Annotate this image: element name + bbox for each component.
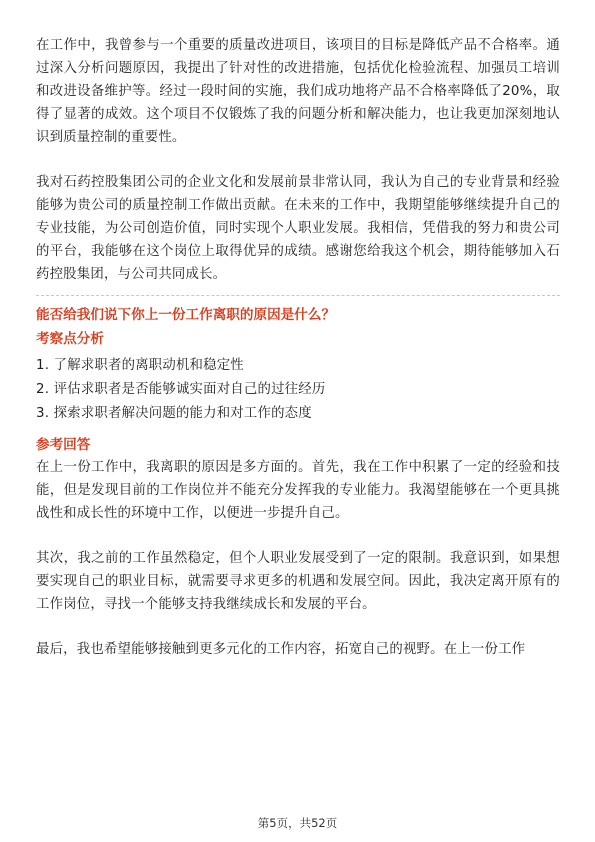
answer-paragraph: 其次，我之前的工作虽然稳定，但个人职业发展受到了一定的限制。我意识到，如果想要实现自己的职业目标，就需要寻求更多的机遇和发展空间。因此，我决定离开原有的工作岗位，寻找一个能够支持我继续成长和发展的平台。 [36,551,560,612]
answer-paragraph: 最后，我也希望能够接触到更多元化的工作内容，拓宽自己的视野。在上一份工作 [36,642,526,657]
list-item: 1. 了解求职者的离职动机和稳定性 [36,358,244,373]
section-divider [36,295,560,296]
answer-heading: 参考回答 [36,437,91,453]
paragraph-project: 在工作中，我曾参与一个重要的质量改进项目，该项目的目标是降低产品不合格率。通过深入分析问题原因，我提出了针对性的改进措施，包括优化检验流程、加强员工培训和改进设备维护等。经过一段时间的实施，我们成功地将产品不合格率降低了20%，取得了显著的成效。这个项目不仅锻炼了我的问题分析和解决能力，也让我更加深刻地认识到质量控制的重要性。 [36,38,560,145]
page-content [36,34,560,661]
page-number: 第5页，共52页 [257,816,338,830]
question-heading: 能否给我们说下你上一份工作离职的原因是什么？ [36,307,336,323]
list-item: 2. 评估求职者是否能够诚实面对自己的过往经历 [36,382,326,397]
analysis-list [36,354,560,426]
paragraph-company: 我对石药控股集团公司的企业文化和发展前景非常认同，我认为自己的专业背景和经验能够为贵公司的质量控制工作做出贡献。在未来的工作中，我期望能够继续提升自己的专业技能，为公司创造价值，同时实现个人职业发展。我相信，凭借我的努力和贵公司的平台，我能够在这个岗位上取得优异的成绩。感谢您给我这个机会，期待能够加入石药控股集团，与公司共同成长。 [36,175,560,282]
list-item: 3. 探索求职者解决问题的能力和对工作的态度 [36,406,312,421]
analysis-heading: 考察点分析 [36,331,104,347]
answer-paragraph: 在上一份工作中，我离职的原因是多方面的。首先，我在工作中积累了一定的经验和技能，但是发现目前的工作岗位并不能充分发挥我的专业能力。我渴望能够在一个更具挑战性和成长性的环境中工作，以便进一步提升自己。 [36,460,560,521]
